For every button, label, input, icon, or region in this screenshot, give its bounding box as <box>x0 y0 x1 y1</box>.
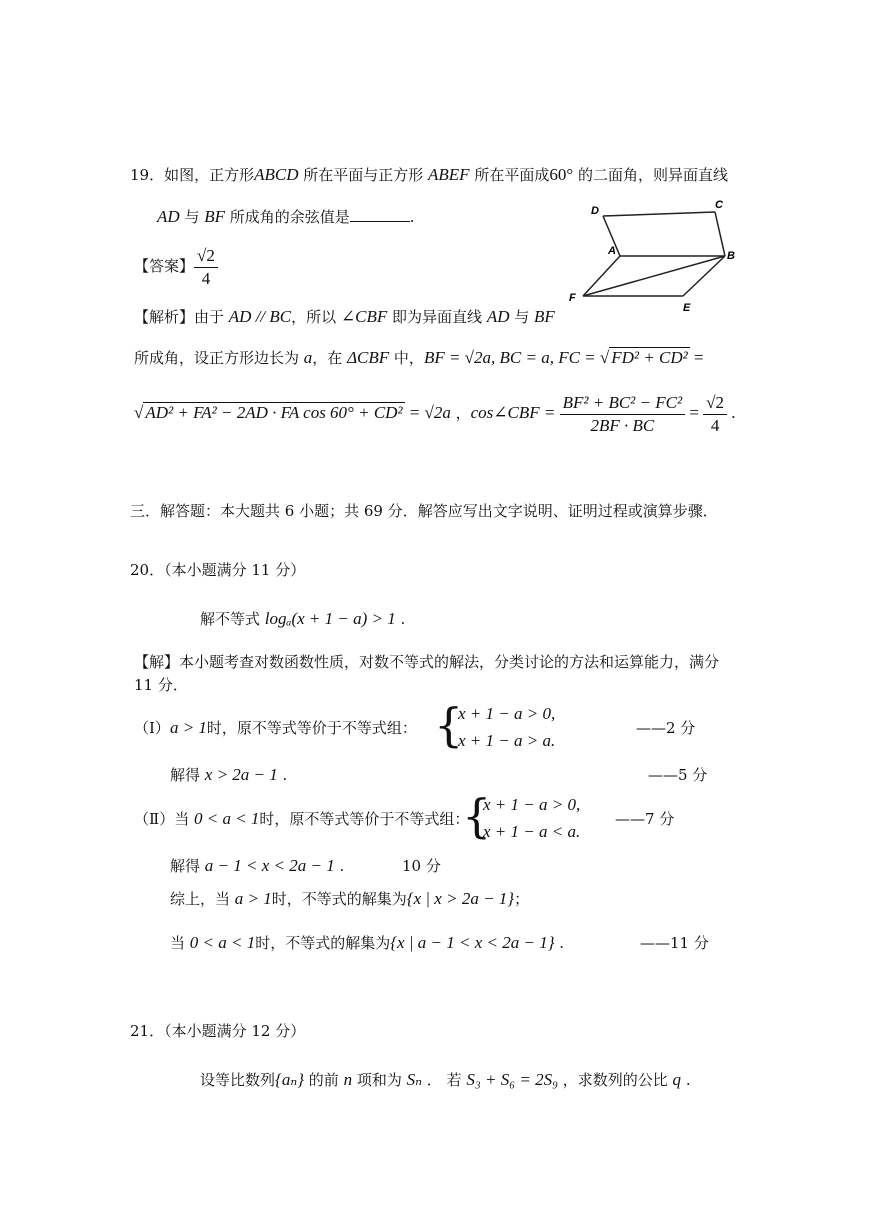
q19-degree: 60° <box>549 165 574 184</box>
summary1-text: 综上，当 <box>170 890 235 908</box>
cos-result-denominator: 4 <box>710 415 720 435</box>
q20-solution-line1 <box>134 651 719 673</box>
q21-text3: 项和为 <box>352 1071 407 1089</box>
analysis-text4: 与 <box>509 308 535 326</box>
case1-solution <box>170 764 287 786</box>
q21-header: 21．（本小题满分 12 分） <box>130 1022 306 1040</box>
fc-radicand: FD² + CD² <box>611 348 688 367</box>
case1-condition: a > 1 <box>169 718 207 737</box>
lengths-equation: BF = √2a, BC = a, FC = <box>423 348 600 367</box>
case1-label: （Ⅰ） <box>134 719 170 737</box>
q21-n: n <box>343 1070 353 1089</box>
analysis-ad: AD <box>486 307 510 326</box>
q19-ask: 所成角的余弦值是 <box>225 208 350 226</box>
summary2-end: . <box>554 934 565 952</box>
case2-eq2: x + 1 − a < a. <box>483 822 581 841</box>
summary2-text: 当 <box>170 934 190 952</box>
case2-condition: 0 < a < 1 <box>193 809 260 828</box>
case1-solution-score: ——5 分 <box>648 766 708 784</box>
case1-solution-text: 解得 <box>170 766 205 784</box>
analysis-line3-end: . <box>727 403 736 422</box>
case2-score: ——7 分 <box>615 810 675 828</box>
q21-sn: Sₙ <box>406 1070 422 1089</box>
cos-equals: = <box>685 403 704 422</box>
q20-problem-text: 解不等式 <box>200 610 265 628</box>
summary1-end: ； <box>514 890 530 908</box>
q21-q: q <box>672 1070 682 1089</box>
case2-solution-value: a − 1 < x < 2a − 1 <box>204 856 335 875</box>
q19-period: . <box>409 208 415 226</box>
cos-numerator: BF² + BC² − FC² <box>560 392 685 415</box>
analysis-text3: 即为异面直线 <box>387 308 487 326</box>
case1-line <box>134 717 417 739</box>
summary2-condition: 0 < a < 1 <box>189 933 256 952</box>
case1-brace: { <box>434 698 464 752</box>
q19-stem-line1 <box>130 164 728 186</box>
q21-text1: 设等比数列 <box>200 1071 276 1089</box>
q19-ad: AD <box>157 207 180 226</box>
analysis-line3-sep: ， <box>450 404 471 422</box>
answer-numerator: √2 <box>194 245 218 268</box>
analysis-text2: ，所以 <box>291 308 341 326</box>
solution-text1: 本小题考查对数函数性质，对数不等式的解法，分类讨论的方法和运算能力，满分 <box>179 653 720 671</box>
case1-solution-value: x > 2a − 1 <box>204 765 278 784</box>
q19-analysis-line3: √ AD² + FA² − 2AD · FA cos 60° + CD² = √2a ，cos∠CBF = $\frac{\text{BF² + BC² − FC²}}{2BF \cdot BC}$ = $\frac{√2}{4}$ . <box>134 392 736 435</box>
q20-header: 20．（本小题满分 11 分） <box>130 561 306 579</box>
answer-denominator: 4 <box>201 268 211 288</box>
fc-value: = √2a <box>404 403 451 422</box>
summary1-set: {x | x > 2a − 1} <box>406 889 515 908</box>
analysis-bf: BF <box>534 307 555 326</box>
q19-mid1: 所在平面与正方形 <box>298 166 429 184</box>
q19-abef: ABEF <box>428 165 470 184</box>
triangle-cbf: ΔCBF <box>347 348 390 367</box>
case2-line <box>134 808 469 830</box>
q19-analysis-line1 <box>134 306 555 328</box>
case2-text: 时，原不等式等价于不等式组： <box>259 810 470 828</box>
q21-text5: ，求数列的公比 <box>558 1071 673 1089</box>
cos-denominator: 2BF · BC <box>590 415 655 435</box>
analysis-line2-text3: 中， <box>389 349 424 367</box>
case1-eq2: x + 1 − a > a. <box>458 731 556 750</box>
case2-eq1: x + 1 − a > 0, <box>483 795 581 814</box>
solution-label: 【解】 <box>134 653 180 671</box>
dihedral-figure <box>565 198 745 320</box>
q19-intro: 19．如图，正方形 <box>130 166 255 184</box>
cos-result-numerator: √2 <box>703 392 727 415</box>
edge-cb <box>715 212 725 256</box>
q21-text4: ． 若 <box>422 1071 467 1089</box>
q19-mid2: 所在平面成 <box>469 166 550 184</box>
q21-text2: 的前 <box>304 1071 344 1089</box>
q19-abcd: ABCD <box>254 165 299 184</box>
answer-blank <box>350 207 410 222</box>
case2-solution-score: 10 分 <box>402 857 441 875</box>
q21-sequence: {aₙ} <box>275 1070 305 1089</box>
summary-line1 <box>170 888 529 910</box>
analysis-line2-text1: 所成角，设正方形边长为 <box>134 349 304 367</box>
case2-solution <box>170 855 344 877</box>
case2-brace: { <box>462 789 492 843</box>
summary1-text2: 时，不等式的解集为 <box>271 890 407 908</box>
label-b: B <box>727 250 735 262</box>
case1-solution-end: . <box>277 766 288 784</box>
case2-solution-text: 解得 <box>170 857 205 875</box>
q21-condition: S₃ + S₆ = 2S₉ <box>466 1070 558 1089</box>
cos-fraction <box>560 392 685 437</box>
label-a: A <box>608 245 616 257</box>
analysis-text1: 由于 <box>194 308 229 326</box>
summary2-set: {x | a − 1 < x < 2a − 1} <box>390 933 555 952</box>
summary1-condition: a > 1 <box>234 889 272 908</box>
q19-yu: 与 <box>179 208 205 226</box>
label-e: E <box>683 302 691 314</box>
q20-inequality: logₐ(x + 1 − a) > 1 <box>264 609 396 628</box>
analysis-line2-end: = <box>689 348 704 367</box>
q19-bf: BF <box>204 207 225 226</box>
label-d: D <box>591 205 599 217</box>
fc-expansion: AD² + FA² − 2AD · FA cos 60° + CD² <box>145 403 403 422</box>
analysis-line2-text2: ，在 <box>312 349 348 367</box>
q21-end: . <box>681 1071 691 1089</box>
q21-problem <box>200 1069 691 1091</box>
summary2-text2: 时，不等式的解集为 <box>255 934 391 952</box>
analysis-parallel: AD // BC <box>228 307 292 326</box>
cos-result <box>703 392 727 437</box>
side-a: a <box>303 348 313 367</box>
analysis-label: 【解析】 <box>134 308 195 326</box>
section-heading: 三．解答题：本大题共 6 小题；共 69 分．解答应写出文字说明、证明过程或演算步骤． <box>130 502 718 520</box>
cos-label: cos∠CBF = <box>470 403 560 422</box>
q19-stem-line2 <box>157 206 415 228</box>
q19-answer <box>134 243 218 290</box>
analysis-angle: ∠CBF <box>340 307 388 326</box>
q19-tail: 的二面角，则异面直线 <box>573 166 728 184</box>
label-f: F <box>569 292 576 304</box>
answer-label: 【答案】 <box>134 257 195 275</box>
case2-label: （Ⅱ）当 <box>134 810 194 828</box>
edge-af <box>583 256 620 296</box>
q20-problem <box>200 608 405 630</box>
summary2-score: ——11 分 <box>640 934 709 952</box>
case1-text: 时，原不等式等价于不等式组： <box>206 719 417 737</box>
q20-solution-line2: 11 分． <box>134 676 188 694</box>
case1-score: ——2 分 <box>636 719 696 737</box>
answer-fraction <box>194 245 218 290</box>
case2-solution-end: . <box>334 857 345 875</box>
q20-problem-end: . <box>395 610 406 628</box>
summary-line2 <box>170 932 564 954</box>
case1-eq1: x + 1 − a > 0, <box>458 704 556 723</box>
label-c: C <box>715 199 723 211</box>
q19-analysis-line2: 所成角，设正方形边长为 a，在 ΔCBF 中，BF = √2a, BC = a, FC = √ FD² + CD² = <box>134 348 704 367</box>
edge-dc <box>603 212 715 216</box>
